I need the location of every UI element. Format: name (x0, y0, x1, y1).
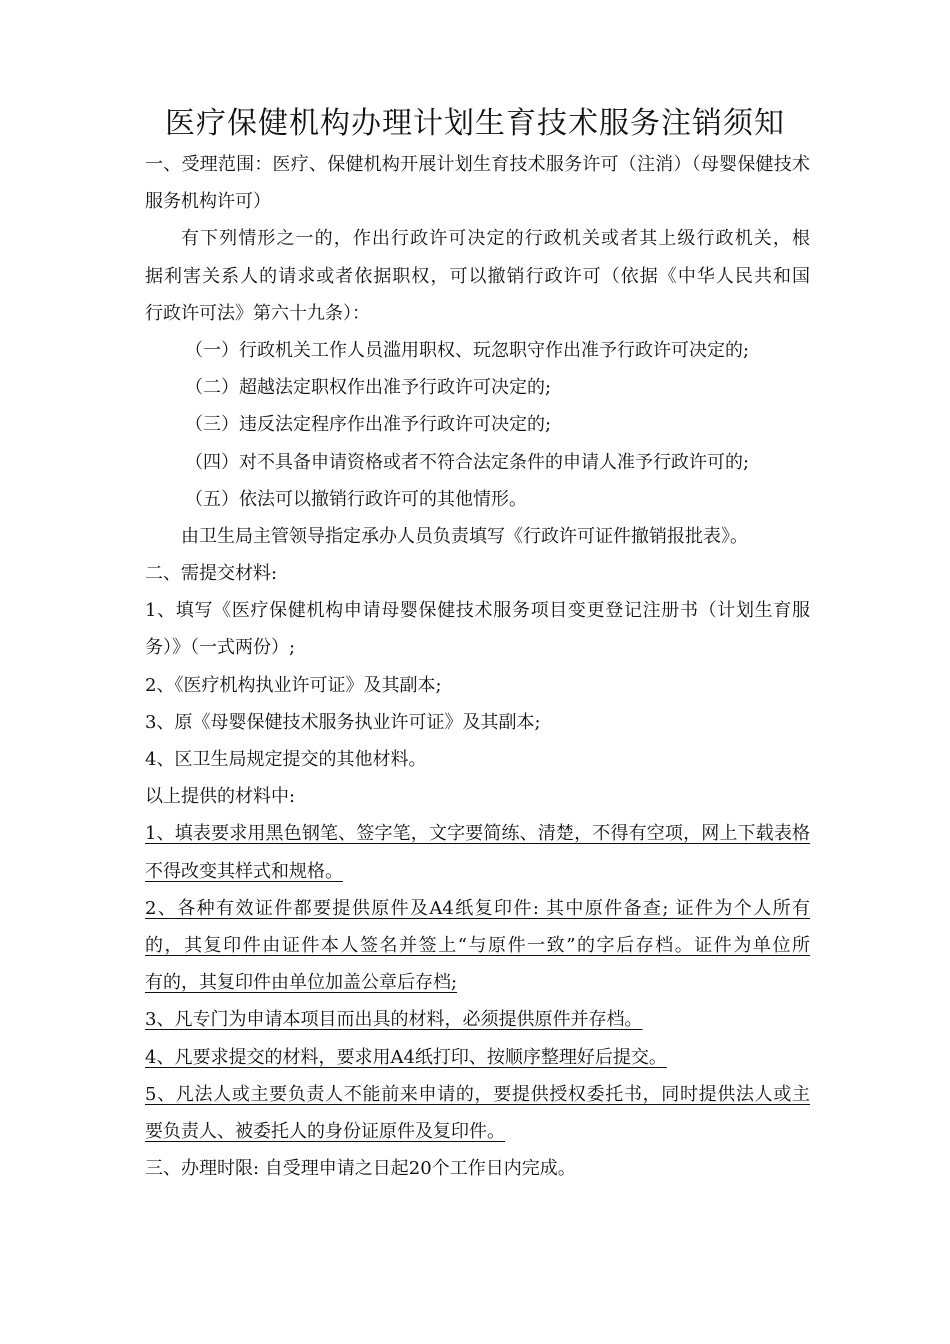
document-line-text: 据利害关系人的请求或者依据职权，可以撤销行政许可（依据《中华人民共和国 (145, 265, 810, 287)
document-line (145, 555, 810, 592)
document-line (145, 964, 810, 1001)
document-line-text: （三）违反法定程序作出准予行政许可决定的; (185, 414, 552, 436)
document-title: 医疗保健机构办理计划生育技术服务注销须知 (165, 106, 785, 141)
document-line (145, 444, 810, 481)
document-line-text: 3、原《母婴保健技术服务执业许可证》及其副本; (145, 711, 541, 733)
document-line-text: 2、《医疗机构执业许可证》及其副本; (145, 674, 442, 696)
document-line-text: 5、凡法人或主要负责人不能前来申请的，要提供授权委托书，同时提供法人或主 (145, 1083, 810, 1105)
document-line (145, 778, 810, 815)
document-line (145, 406, 810, 443)
document-line (145, 1113, 810, 1150)
document-line (145, 481, 810, 518)
document-line-text: 的，其复印件由证件本人签名并签上“与原件一致”的字后存档。证件为单位所 (145, 934, 810, 956)
document-line (145, 667, 810, 704)
document-line (145, 1076, 810, 1113)
document-line (145, 220, 810, 257)
document-line-text: 以上提供的材料中: (145, 786, 296, 808)
document-line (145, 1001, 810, 1038)
document-line-text: 一、受理范围：医疗、保健机构开展计划生育技术服务许可（注消）（母婴保健技术 (145, 154, 810, 175)
document-line-text: 要负责人、被委托人的身份证原件及复印件。 (145, 1120, 505, 1142)
document-line-text: （五）依法可以撤销行政许可的其他情形。 (185, 488, 527, 510)
document-line-text: （一）行政机关工作人员滥用职权、玩忽职守作出准予行政许可决定的; (185, 339, 750, 361)
document-line-text: 4、区卫生局规定提交的其他材料。 (145, 749, 427, 770)
document-line (145, 258, 810, 295)
document-line (145, 741, 810, 778)
document-line (145, 890, 810, 927)
document-line-text: 1、填表要求用黑色钢笔、签字笔，文字要简练、清楚，不得有空项，网上下载表格 (145, 823, 810, 845)
document-line-text: 不得改变其样式和规格。 (145, 860, 343, 882)
document-line-text: 务）》（一式两份）; (145, 637, 296, 659)
document-line (145, 332, 810, 369)
document-line-text: 2、各种有效证件都要提供原件及A4纸复印件: 其中原件备查; 证件为个人所有 (145, 897, 810, 919)
document-line (145, 853, 810, 890)
document-line-text: 4、凡要求提交的材料，要求用A4纸打印、按顺序整理好后提交。 (145, 1046, 667, 1068)
document-line (145, 815, 810, 852)
document-line-text: 三、办理时限: 自受理申请之日起20个工作日内完成。 (145, 1158, 576, 1180)
document-line (145, 518, 810, 555)
document-line (145, 592, 810, 629)
document-line-text: 1、填写《医疗保健机构申请母婴保健技术服务项目变更登记注册书（计划生育服 (145, 600, 810, 622)
document-body (145, 146, 810, 1187)
document-line (145, 1150, 810, 1187)
document-line (145, 927, 810, 964)
document-line (145, 704, 810, 741)
document-line-text: 服务机构许可） (145, 191, 271, 213)
document-line-text: 由卫生局主管领导指定承办人员负责填写《行政许可证件撤销报批表》。 (181, 525, 748, 547)
document-line-text: 3、凡专门为申请本项目而出具的材料，必须提供原件并存档。 (145, 1009, 643, 1031)
document-line-text: （二）超越法定职权作出准予行政许可决定的; (185, 377, 552, 399)
document-line (145, 1039, 810, 1076)
document-line-text: （四）对不具备申请资格或者不符合法定条件的申请人准予行政许可的; (185, 451, 750, 473)
document-line (145, 629, 810, 666)
document-line (145, 183, 810, 220)
document-line-text: 有的，其复印件由单位加盖公章后存档; (145, 972, 458, 994)
document-line (145, 146, 810, 183)
document-line-text: 行政许可法》第六十九条）： (145, 302, 370, 324)
document-line-text: 有下列情形之一的，作出行政许可决定的行政机关或者其上级行政机关，根 (181, 228, 810, 250)
document-line (145, 369, 810, 406)
document-line (145, 295, 810, 332)
document-line-text: 二、需提交材料: (145, 563, 278, 585)
